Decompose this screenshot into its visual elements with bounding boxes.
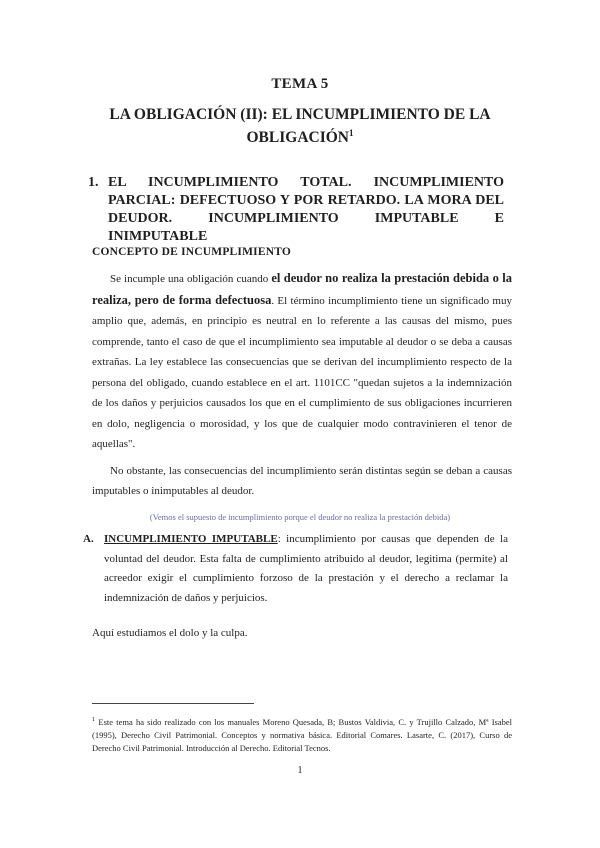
subheading: CONCEPTO DE INCUMPLIMIENTO [92,246,292,258]
list-item-imputable [83,530,508,608]
section-heading-text: EL INCUMPLIMIENTO TOTAL. INCUMPLIMIENTO PARCIAL: DEFECTUOSO Y POR RETARDO. LA MORA DEL DEUDOR. INCUMPLIMIENTO IMPUTABLE E INIMPUTABLE [108,175,504,244]
page-title [90,105,510,147]
list-item-text: : incumplimiento por causas que dependen de la voluntad del deudor. Esta falta de cumplimiento atribuido al deudor, legitima (permite) al acreedor exigir el cumplimiento forzoso de la prestación y el derecho a reclamar la indemnización de daños y perjuicios. [104,533,508,604]
section-heading [88,174,504,246]
page-number: 1 [297,765,303,776]
page-title-text: LA OBLIGACIÓN (II): EL INCUMPLIMIENTO DE LA OBLIGACIÓN [109,106,491,147]
footnote-mark: 1 [92,716,96,723]
closing-sentence: Aquí estudiamos el dolo y la culpa. [92,627,248,639]
paragraph-definition-lead: Se incumple una obligación cuando [110,273,272,285]
footnote [92,713,512,755]
paragraph-definition [92,268,512,455]
list-item-heading: INCUMPLIMIENTO IMPUTABLE [104,533,278,545]
footnote-divider [92,703,254,704]
footnote-text: Este tema ha sido realizado con los manuales Moreno Quesada, B; Bustos Valdivia, C. y Trujillo Calzado, Mª Isabel (1995), Derecho Civil Patrimonial. Conceptos y normativa básica. Editorial Comares. Lasarte, C. (2017), Curso de Derecho Civil Patrimonial. Introducción al Derecho. Editorial Tecnos. [92,716,512,753]
paragraph-consequences: No obstante, las consecuencias del incumplimiento serán distintas según se deban a causas imputables o inimputables al deudor. [92,465,512,497]
section-number: 1. [88,175,99,190]
paragraph-definition-rest: . El término incumplimiento tiene un significado muy amplio que, además, en principio es neutral en lo referente a las causas del mismo, pues comprende, tanto el caso de que el incumplimiento sea imputable al deudor o se deba a causas extrañas. La ley establece las consecuencias que se derivan del incumplimiento respecto de la persona del obligado, cuando establece en el art. 1101CC "quedan sujetos a la indemnización de los daños y perjuicios causados los que en el cumplimiento de sus obligaciones incurrieren en dolo, negligencia o morosidad, y los que de cualquier modo contravinieren el tenor de aquellas". [92,294,512,450]
chapter-label: TEMA 5 [271,76,329,92]
paragraph-definition-emphasis: el deudor no realiza la prestación debida o la realiza, pero de forma defectuosa [92,271,512,307]
list-item-label: A. [83,533,94,545]
margin-note: (Vemos el supuesto de incumplimiento porque el deudor no realiza la prestación debida) [149,512,451,522]
title-footnote-mark: 1 [349,128,354,138]
